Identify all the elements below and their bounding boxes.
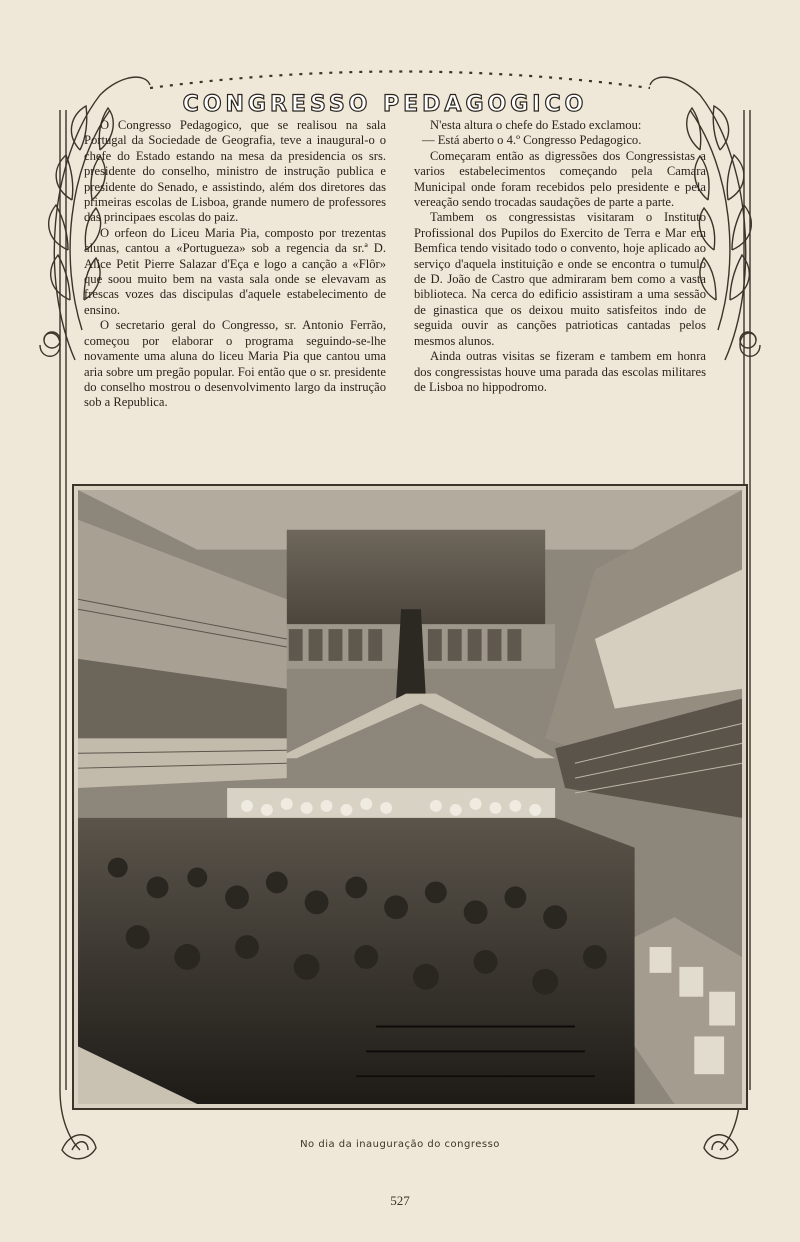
paragraph: Tambem os congressistas visitaram o Instituto Profissional dos Pupilos do Exercito de Terra e Mar em Bemfica tendo visitado todo o convento, hoje aplicado ao serviço d'aquela instituição e onde se encontra o tumulo de D. João de Castro que admiraram bem como a vasta biblioteca. Na cerca do edificio assistiram a uma sessão de ginastica que os deixou muito satisfeitos indo de seguida ouvir as canções patrioticas cantadas pelos mesmos alunos. <box>414 210 706 348</box>
text-column-left <box>84 118 386 411</box>
paragraph: Ainda outras visitas se fizeram e tambem em honra dos congressistas houve uma parada das escolas militares de Lisboa no hippodromo. <box>414 349 706 394</box>
text-column-right <box>414 118 706 395</box>
article-title: CONGRESSO PEDAGOGICO <box>182 92 588 117</box>
paragraph: Começaram então as digressões dos Congressistas a varios estabelecimentos começando pela Camara Municipal onde foram recebidos pelo presidente e pela vereação sendo trocadas saudações de parte a parte. <box>414 148 706 210</box>
paragraph: O secretario geral do Congresso, sr. Antonio Ferrão, começou por elaborar o programa seguindo-se-lhe novamente uma aluna do liceu Maria Pia que cantou uma aria sobre um pregão popular. Foi então que o sr. presidente do conselho mostrou o desenvolvimento largo da instrução sob a Republica. <box>84 318 386 410</box>
page-number: 527 <box>390 1193 410 1208</box>
photo-illustration <box>78 490 742 1104</box>
paragraph: O Congresso Pedagogico, que se realisou na sala Portugal da Sociedade de Geografia, teve a inaugural-o o chefe do Estado estando na mesa da presidencia os srs. presidente do conselho, ministro de instrução publica e presidente do Senado, e assistindo, além dos diretores das primeiras escolas de Lisboa, grande numero de professores das principaes escolas do paiz. <box>84 118 386 225</box>
congress-hall-photo <box>72 484 748 1110</box>
paragraph: O orfeon do Liceu Maria Pia, composto por trezentas alunas, cantou a «Portugueza» sob a regencia da sr.ª D. Alice Petit Pierre Salazar d'Eça e logo a canção a «Flôr» que soou muito bem na vasta sala onde se elevavam as frescas vozes das discipulas d'aquele estabelecimento de ensino. <box>84 225 386 317</box>
paragraph: — Está aberto o 4.º Congresso Pedagogico. <box>422 133 642 148</box>
photo-caption: No dia da inauguração do congresso <box>300 1139 500 1150</box>
paragraph: N'esta altura o chefe do Estado exclamou: <box>430 118 642 132</box>
